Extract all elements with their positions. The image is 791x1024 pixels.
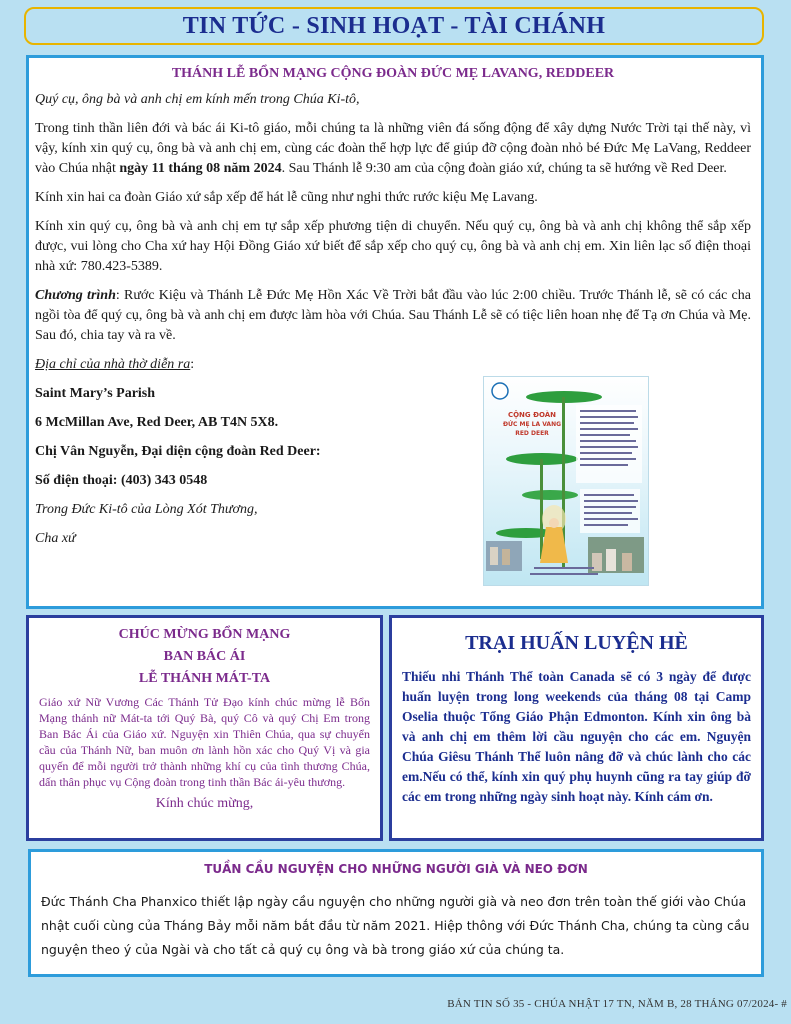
representative-phone: Số điện thoại: (403) 343 0548 [35,473,208,488]
closing-line: Trong Đức Ki-tô của Lòng Xót Thương, [35,502,258,517]
feast-heading-3: LỄ THÁNH MÁT-TA [138,671,271,686]
greeting-text: Quý cụ, ông bà và anh chị em kính mến trong Chúa Ki-tô, [35,92,360,107]
feast-heading-2: BAN BÁC ÁI [163,649,246,664]
camp-title: TRẠI HUẤN LUYỆN HÈ [465,632,688,654]
lavang-paragraph-2: Kính xin hai ca đoàn Giáo xứ sắp xếp để hát lễ cũng như nghi thức rước kiệu Mẹ Lavang. [35,190,538,205]
elderly-title: TUẦN CẦU NGUYỆN CHO NHỮNG NGƯỜI GIÀ VÀ NEO ĐƠN [204,862,588,876]
elderly-prayer-section [28,849,764,977]
address-label: Địa chỉ của nhà thờ diễn ra [35,357,191,372]
lavang-feast-section [26,55,764,609]
page-header-banner [24,7,764,45]
p1-text-b: . Sau Thánh lễ 9:30 am của cộng đoàn giáo xứ, chúng ta sẽ hướng về Red Deer. [281,161,727,176]
lavang-section-title: THÁNH LỄ BỔN MẠNG CỘNG ĐOÀN ĐỨC MẸ LAVANG, REDDEER [171,66,615,81]
feast-greeting-section [26,615,383,841]
feast-date: ngày 11 tháng 08 năm 2024 [119,161,282,176]
program-label: Chương trình [35,288,116,303]
feast-signoff: Kính chúc mừng, [155,796,254,811]
signer: Cha xứ [35,531,76,546]
poster-logo [492,383,508,399]
p1-text-a: Trong tinh thần liên đới và bác ái Ki-tô giáo, mỗi chúng ta là những viên đá sống động để xây dựng Nước Trời tại thế này, vì vậy, kính xin quý cụ, ông bà và anh chị em, cùng các đoàn thể hợp lực để giúp đỡ cộng đoàn nhỏ bé Đức Mẹ LaVang, Reddeer vào Chúa nhật [35,121,751,176]
poster-title-line-1: CỘNG ĐOÀN [507,411,557,419]
lavang-event-poster [483,376,649,586]
community-representative: Chị Vân Nguyễn, Đại diện cộng đoàn Red Deer: [35,444,321,459]
elderly-body: Đức Thánh Cha Phanxico thiết lập ngày cầu nguyện cho những người già và neo đơn trên toàn thế giới vào Chúa nhật cuối cùng của Tháng Bảy mỗi năm bắt đầu từ năm 2021. Hiệp thông với Đức Thánh Cha, chúng ta cùng cầu nguyện theo ý của Ngài và cho tất cả quý cụ ông và bà trong giáo xứ của chúng ta. [41,894,750,957]
page-title: TIN TỨC - SINH HOẠT - TÀI CHÁNH [182,12,606,39]
parish-name: Saint Mary’s Parish [35,386,156,401]
camp-body: Thiếu nhi Thánh Thể toàn Canada sẽ có 3 ngày để được huấn luyện trong long weekends của tháng 08 tại Camp Oselia thuộc Tổng Giáo Phận Edmonton. Kính xin ông bà và anh chị em thêm lời cầu nguyện cho các em. Nguyện Chúa Giêsu Thánh Thể luôn nâng đỡ và chúc lành cho các em.Nếu có thể, kính xin quý phụ huynh cũng ra tay giúp đỡ các em trong những ngày sinh hoạt này. Kính cám ơn. [402,669,751,804]
poster-illustration [484,377,648,585]
parish-address: 6 McMillan Ave, Red Deer, AB T4N 5X8. [35,415,279,430]
poster-title [502,411,562,438]
address-colon: : [190,357,195,372]
poster-title-line-2: ĐỨC MẸ LA VANG [502,421,562,428]
bulletin-footer: BẢN TIN SỐ 35 - CHÚA NHẬT 17 TN, NĂM B, 28 THÁNG 07/2024- # [447,998,787,1010]
lavang-paragraph-1 [35,119,751,179]
poster-title-line-3: RED DEER [515,430,549,437]
program-text: : Rước Kiệu và Thánh Lễ Đức Mẹ Hồn Xác Về Trời bắt đầu vào lúc 2:00 chiều. Trước Thánh lễ, sẽ có các cha ngồi tòa để quý cụ, ông bà và anh chị em được làm hòa với Chúa. Sau Thánh Lễ sẽ có tiệc liên hoan nhẹ để Tạ ơn Chúa và Mẹ. Sau đó, chia tay và ra về. [35,288,751,343]
summer-camp-section [389,615,764,841]
lavang-paragraph-3: Kính xin quý cụ, ông bà và anh chị em tự sắp xếp phương tiện di chuyển. Nếu quý cụ, ông bà và anh chị không thể sắp xếp được, vui lòng cho Cha xứ hay Hội Đồng Giáo xứ biết để sắp xếp cho quý cụ, ông bà và anh chị em. Xin liên lạc số điện thoại nhà xứ: 780.423-5389. [35,219,751,274]
leaf-lower [522,490,578,500]
program-paragraph [35,286,751,346]
feast-body: Giáo xứ Nữ Vương Các Thánh Tử Đạo kính chúc mừng lễ Bổn Mạng thánh nữ Mát-ta tới Quý Bà, quý Cô và quý Chị Em trong Ban Bác Ái của Giáo xứ. Nguyện xin Thiên Chúa, qua sự chuyển cầu của Thánh Nữ, ban muôn ơn lành hồn xác cho Quý Vị và gia quyến để mỗi người trở thành những khí cụ của tình thương Chúa, dấn thân phục vụ Cộng đoàn trong tinh thần Bác ái-yêu thương. [39,695,370,789]
feast-heading-1: CHÚC MỪNG BỔN MẠNG [118,627,291,642]
address-heading [35,355,751,375]
